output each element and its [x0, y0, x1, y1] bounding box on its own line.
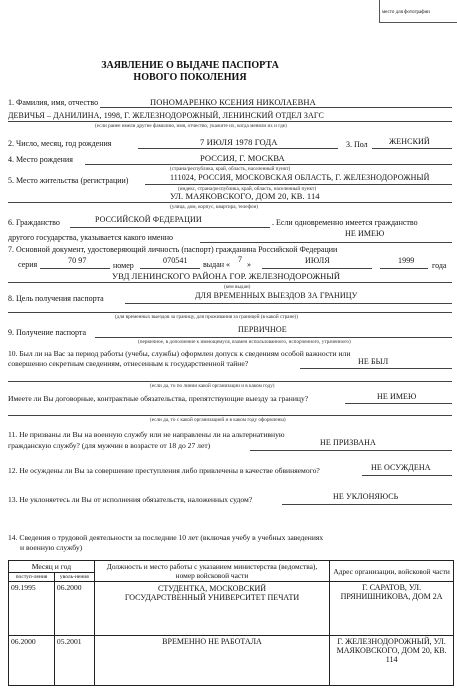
seria-line	[40, 268, 110, 269]
f10b-line	[345, 403, 452, 404]
f6-tail: . Если одновременно имеется гражданство	[272, 218, 418, 227]
military-field[interactable]: НЕ ПРИЗВАНА	[320, 438, 376, 447]
purpose-field[interactable]: ДЛЯ ВРЕМЕННЫХ ВЫЕЗДОВ ЗА ГРАНИЦУ	[195, 291, 358, 300]
f8-hint: (для временных выездов за границу, для проживания за границей (в какой стране))	[115, 314, 299, 320]
row2-position[interactable]: ВРЕМЕННО НЕ РАБОТАЛА	[94, 636, 329, 686]
sex-label: 3. Пол	[346, 140, 368, 149]
f7-label: 7. Основной документ, удостоверяющий личность (паспорт) гражданина Российской Федерации	[8, 245, 338, 254]
header-month-year: Месяц и год	[9, 561, 95, 573]
f10-line2: совершенно секретным сведениям, отнесенным к государственной тайне?	[8, 359, 249, 368]
f11-line	[250, 450, 452, 451]
f12-label: 12. Не осуждены ли Вы за совершение преступления либо привлечены в качестве обвиняемого?	[8, 466, 320, 475]
f6-line	[70, 227, 270, 228]
f10-answer-line	[300, 368, 452, 369]
f1-line2	[8, 121, 452, 122]
f2-label: 2. Число, месяц, год рождения	[8, 139, 112, 148]
f14-line1: 14. Сведения о трудовой деятельности за последние 10 лет (включая учебу в учебных заведениях	[8, 533, 324, 542]
f8-line2	[8, 312, 452, 313]
f14-line2: и военную службу)	[20, 543, 83, 552]
f11-line1: 11. Не призваны ли Вы на военную службу или не направлены ли на альтернативную	[8, 430, 285, 439]
row1-address[interactable]: Г. САРАТОВ, УЛ. ПРЯНИШНИКОВА, ДОМ 2А	[330, 582, 454, 636]
title-line1: ЗАЯВЛЕНИЕ О ВЫДАЧЕ ПАСПОРТА	[101, 60, 279, 71]
sex-line	[372, 148, 452, 149]
row1-end[interactable]: 06.2000	[54, 582, 94, 636]
f6-label: 6. Гражданство	[8, 218, 60, 227]
f2-line	[138, 148, 338, 149]
f13-label: 13. Не уклоняетесь ли Вы от исполнения обязательств, наложенных судом?	[8, 495, 253, 504]
conviction-field[interactable]: НЕ ОСУЖДЕНА	[371, 463, 431, 472]
birthplace-field[interactable]: РОССИЯ, Г. МОСКВА	[200, 153, 285, 163]
f10-hint: (если да, то по линии какой организации и в каком году)	[150, 383, 275, 389]
obligations-field[interactable]: НЕ ИМЕЮ	[377, 392, 417, 401]
row2-end[interactable]: 05.2001	[54, 636, 94, 686]
f9-hint: (первичное, в дополнение к имеющемуся, взамен использованного, испорченного, утраченного)	[138, 339, 351, 345]
f1-name-field[interactable]: ПОНОМАРЕНКО КСЕНИЯ НИКОЛАЕВНА	[150, 97, 316, 107]
f8-label: 8. Цель получения паспорта	[8, 294, 104, 303]
street-field[interactable]: УЛ. МАЯКОВСКОГО, ДОМ 20, КВ. 114	[170, 191, 320, 201]
f6-line2-label: другого государства, указывается какого именно	[8, 233, 174, 242]
sex-field[interactable]: ЖЕНСКИЙ	[389, 137, 430, 146]
f10b-label: Имеете ли Вы договорные, контрактные обязательства, препятствующие выезду за границу?	[8, 394, 309, 403]
header-start: поступ-ления	[9, 573, 55, 582]
f5-line	[145, 184, 452, 185]
second-citizenship-field[interactable]: НЕ ИМЕЮ	[345, 229, 385, 238]
f5-line2	[8, 202, 452, 203]
f8-line	[125, 303, 452, 304]
quote-close: »	[247, 260, 251, 269]
issuer-line	[8, 282, 452, 283]
row1-start[interactable]: 09.1995	[9, 582, 55, 636]
f10b-line2	[8, 415, 452, 416]
issue-year-field[interactable]: 1999	[398, 256, 415, 265]
f5-hint1: (индекс, страна/республика, край, область, населенный пункт)	[178, 186, 317, 192]
court-field[interactable]: НЕ УКЛОНЯЮСЬ	[333, 492, 399, 501]
year-line	[380, 268, 428, 269]
row2-start[interactable]: 06.2000	[9, 636, 55, 686]
month-line	[262, 268, 372, 269]
residence-field[interactable]: 111024, РОССИЯ, МОСКОВСКАЯ ОБЛАСТЬ, Г. ЖЕЛЕЗНОДОРОЖНЫЙ	[170, 173, 430, 182]
f4-hint: (страна/республика, край, область, населенный пункт)	[170, 166, 291, 172]
photo-label: место для фотографии	[382, 10, 430, 15]
f1-label: 1. Фамилия, имя, отчество	[8, 98, 99, 107]
f4-label: 4. Место рождения	[8, 155, 73, 164]
f10-line1: 10. Был ли на Вас за период работы (учебы, службы) оформлен допуск к сведениям особой важности или	[8, 349, 351, 358]
table-header-row	[9, 561, 454, 573]
f6-line2	[200, 242, 452, 243]
f4-line	[85, 164, 452, 165]
f1-previous-name-field[interactable]: ДЕВИЧЬЯ – ДАНИЛИНА, 1998, Г. ЖЕЛЕЗНОДОРОЖНЫЙ, ЛЕНИНСКИЙ ОТДЕЛ ЗАГС	[8, 111, 324, 120]
f11-line2: гражданскую службу? (для мужчин в возрасте от 18 до 27 лет)	[8, 441, 211, 450]
number-field[interactable]: 070541	[163, 256, 188, 265]
table-row	[9, 582, 454, 636]
f1-hint: (если ранее имели другие фамилию, имя, отчество, укажите их, когда меняли их и где)	[95, 123, 287, 129]
row2-address[interactable]: Г. ЖЕЛЕЗНОДОРОЖНЫЙ, УЛ. МАЯКОВСКОГО, ДОМ 20, КВ. 114	[330, 636, 454, 686]
f10b-hint: (если да, то с какой организацией и в каком году оформлены)	[150, 417, 286, 423]
table-row	[9, 636, 454, 686]
f12-line	[362, 475, 452, 476]
birthdate-field[interactable]: 7 ИЮЛЯ 1978 ГОДА	[200, 137, 278, 147]
row1-position[interactable]: СТУДЕНТКА, МОСКОВСКИЙ ГОСУДАРСТВЕННЫЙ УНИВЕРСИТЕТ ПЕЧАТИ	[94, 582, 329, 636]
header-position: Должность и место работы с указанием министерства (ведомства), номер войсковой части	[94, 561, 329, 582]
seria-field[interactable]: 70 97	[68, 256, 87, 265]
work-history-table	[8, 560, 454, 686]
f9-label: 9. Получение паспорта	[8, 328, 87, 337]
f13-line	[282, 504, 452, 505]
f9-line	[95, 337, 452, 338]
header-end: уволь-нения	[54, 573, 94, 582]
clearance-field[interactable]: НЕ БЫЛ	[358, 357, 389, 366]
issue-month-field[interactable]: ИЮЛЯ	[305, 256, 330, 265]
photo-placeholder	[379, 0, 457, 23]
title-line2: НОВОГО ПОКОЛЕНИЯ	[133, 72, 247, 83]
num-line	[140, 268, 200, 269]
issued-label: выдан «	[203, 260, 231, 269]
num-label: номер	[113, 261, 134, 270]
f1-line	[100, 107, 452, 108]
issuer-field[interactable]: УВД ЛЕНИНСКОГО РАЙОНА ГОР. ЖЕЛЕЗНОДОРОЖНЫЙ	[112, 271, 341, 281]
citizenship-field[interactable]: РОССИЙСКОЙ ФЕДЕРАЦИИ	[95, 215, 202, 224]
issue-day-field[interactable]: 7	[238, 255, 243, 264]
f5-label: 5. Место жительства (регистрации)	[8, 176, 129, 185]
header-address: Адрес организации, войсковой части	[330, 561, 454, 582]
f5-hint2: (улица, дом, корпус, квартира, телефон)	[170, 204, 259, 210]
seria-label: серия	[18, 260, 38, 269]
form-title	[95, 60, 285, 84]
year-label: года	[432, 261, 447, 270]
f10-line3	[8, 381, 452, 382]
receipt-type-field[interactable]: ПЕРВИЧНОЕ	[238, 325, 287, 334]
issuer-hint: (кем выдан)	[224, 284, 251, 290]
